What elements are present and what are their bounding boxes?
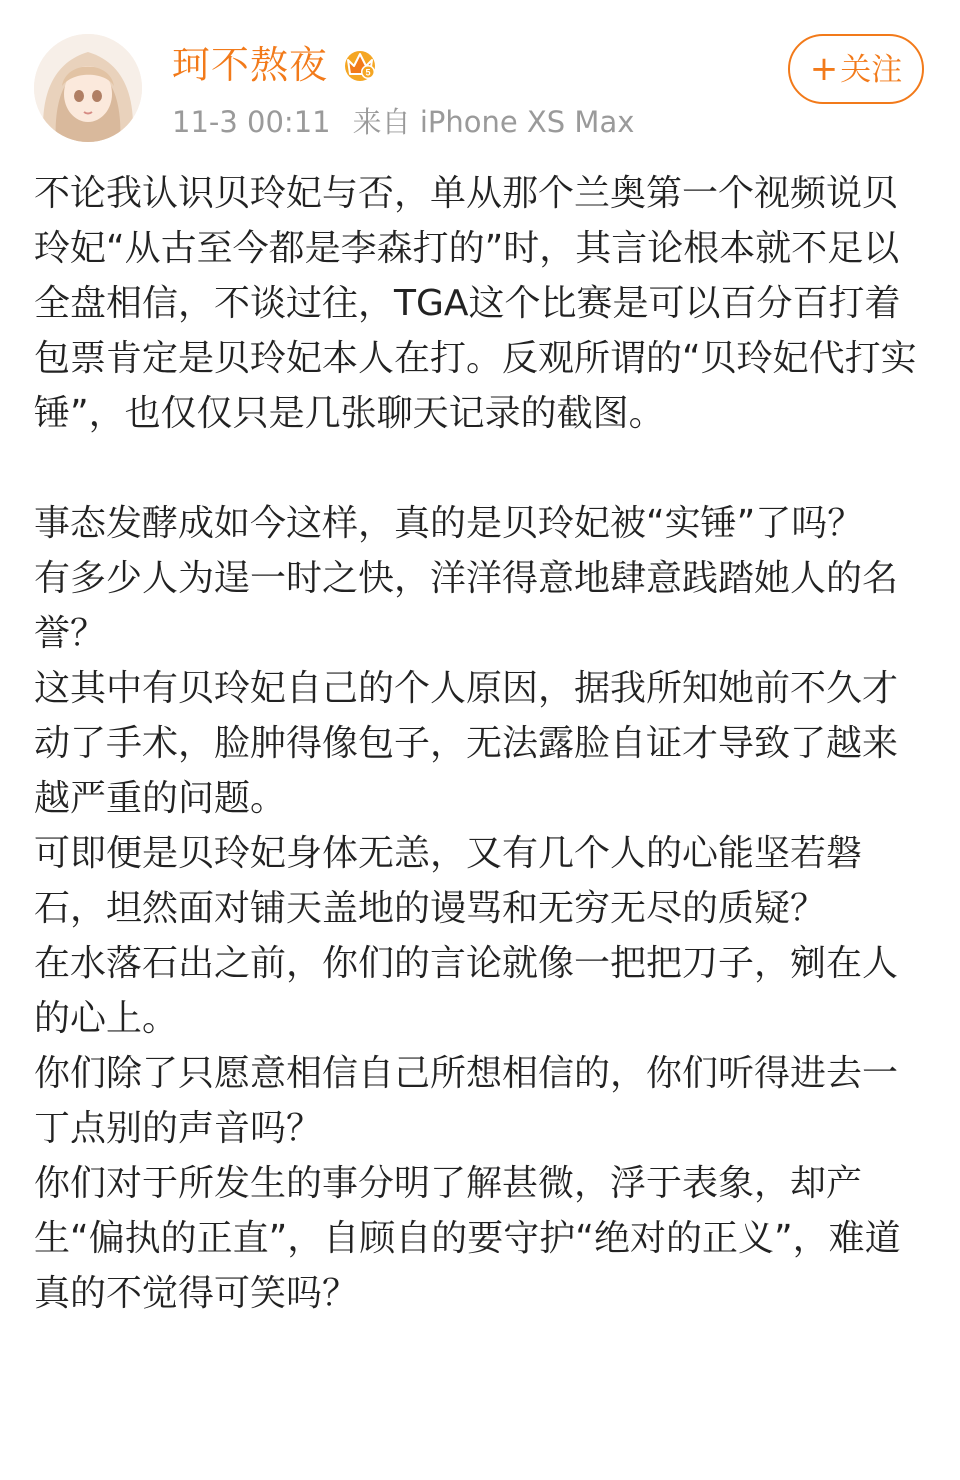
paragraph-spacer [34,441,924,496]
post-line: 你们对于所发生的事分明了解甚微，浮于表象，却产生“偏执的正直”，自顾自的要守护“绝对的正义”，难道真的不觉得可笑吗？ [34,1163,901,1314]
post-source: 来自 iPhone XS Max [352,105,635,139]
post-line: 可即便是贝玲妃身体无恙，又有几个人的心能坚若磐石，坦然面对铺天盖地的谩骂和无穷无尽的质疑？ [34,833,863,929]
post-line: 这其中有贝玲妃自己的个人原因，据我所知她前不久才动了手术，脸肿得像包子，无法露脸自证才导致了越来越严重的问题。 [34,668,899,819]
post-timestamp: 11-3 00:11 [172,105,331,139]
avatar[interactable] [34,34,142,142]
post-header [0,0,960,150]
post-line: 事态发酵成如今这样，真的是贝玲妃被“实锤”了吗？ [34,503,864,544]
post-line: 你们除了只愿意相信自己所想相信的，你们听得进去一丁点别的声音吗？ [34,1053,899,1149]
username[interactable]: 珂不熬夜 [172,43,329,87]
post-line: 有多少人为逞一时之快，洋洋得意地肆意践踏她人的名誉？ [34,558,899,654]
follow-label: 关注 [840,52,903,88]
svg-text:5: 5 [365,67,371,78]
follow-button[interactable] [788,34,924,104]
post-paragraph: 不论我认识贝玲妃与否，单从那个兰奥第一个视频说贝玲妃“从古至今都是李森打的”时，其言论根本就不足以全盘相信，不谈过往，TGA这个比赛是可以百分百打着包票肯定是贝玲妃本人在打。反观所谓的“贝玲妃代打实锤”，也仅仅只是几张聊天记录的截图。 [34,173,917,434]
plus-icon: + [809,49,839,89]
post-line: 在水落石出之前，你们的言论就像一把把刀子，剜在人的心上。 [34,943,899,1039]
post-meta [172,102,656,142]
post-content [34,166,924,1321]
vip-crown-icon [340,44,380,84]
avatar-illustration [34,34,142,142]
